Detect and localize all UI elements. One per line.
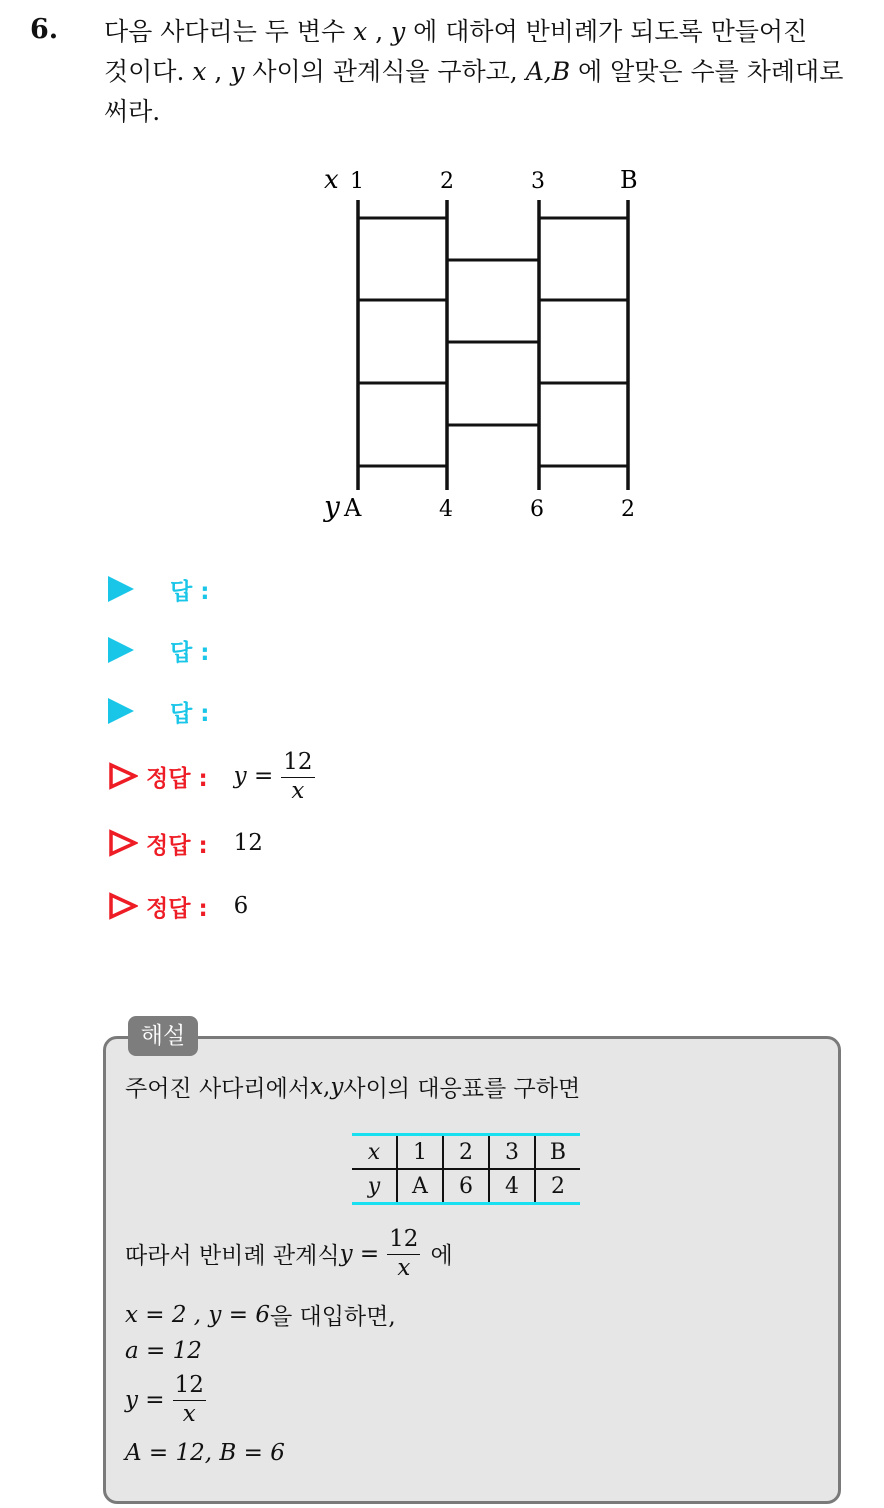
table-cell: 3 <box>489 1135 535 1170</box>
ladder-y-var: y <box>324 490 340 523</box>
answer-label: 답 : <box>170 639 210 666</box>
ladder-bottom-label-4: 2 <box>621 497 635 522</box>
correct-answer-row <box>108 748 315 804</box>
ladder-bottom-label-3: 6 <box>530 497 544 522</box>
ladder-x-var: x <box>324 165 339 195</box>
ladder-top-label-3: 3 <box>531 169 545 194</box>
table-cell: A <box>397 1169 443 1204</box>
ladder-top-label-4: B <box>620 166 638 194</box>
outline-triangle-icon <box>108 892 138 920</box>
explanation-substitute: x = 2 , y = 6 을 대입하면, <box>125 1301 396 1330</box>
correct-answer-label: 정답 : <box>146 832 208 859</box>
ladder-top-label-2: 2 <box>440 169 454 194</box>
ladder-top-label-1: 1 <box>350 169 364 194</box>
ladder-bottom-label-2: 4 <box>439 497 453 522</box>
ladder-diagram <box>310 160 660 530</box>
explanation-final-equation: y = $\frac{12}{x}$ <box>125 1372 204 1427</box>
correct-answer-value: 12 <box>233 830 263 856</box>
table-cell: 2 <box>443 1135 489 1170</box>
table-cell: 6 <box>443 1169 489 1204</box>
correct-answer-value: y = $\frac{12}{x}$ <box>233 748 313 804</box>
ladder-rails <box>358 200 628 490</box>
explanation-constant: a = 12 <box>125 1338 202 1364</box>
table-cell: 4 <box>489 1169 535 1204</box>
outline-triangle-icon <box>108 762 138 790</box>
correct-answer-value: 6 <box>233 893 249 919</box>
correct-answer-row <box>108 886 248 926</box>
answer-row <box>108 569 209 609</box>
answer-label: 답 : <box>170 578 210 605</box>
answer-row <box>108 691 209 731</box>
explanation-relation: 따라서 반비례 관계식 y = $\frac{12}{x}$ 에 <box>125 1226 453 1281</box>
answer-label: 답 : <box>170 700 210 727</box>
question-text: 다음 사다리는 두 변수 x , y 에 대하여 반비례가 되도록 만들어진 것이다. x , y 사이의 관계식을 구하고, A,B 에 알맞은 수를 차례대로 써라. <box>104 17 844 126</box>
explanation-tag: 해설 <box>128 1016 198 1056</box>
ladder-rungs <box>358 218 628 466</box>
correct-answer-label: 정답 : <box>146 765 208 792</box>
correct-answer-label: 정답 : <box>146 895 208 922</box>
table-cell: B <box>535 1135 580 1170</box>
question-number: 6. <box>30 14 59 45</box>
play-triangle-icon <box>108 637 134 663</box>
correct-answer-row <box>108 823 263 863</box>
table-cell: 1 <box>397 1135 443 1170</box>
table-cell: 2 <box>535 1169 580 1204</box>
ladder-bottom-label-1: A <box>344 494 362 522</box>
answer-row <box>108 630 209 670</box>
table-row <box>352 1169 580 1204</box>
table-row <box>352 1135 580 1170</box>
outline-triangle-icon <box>108 829 138 857</box>
correspondence-table <box>352 1133 580 1205</box>
table-cell: x <box>352 1135 397 1170</box>
explanation-intro: 주어진 사다리에서 x , y 사이의 대응표를 구하면 <box>125 1073 581 1102</box>
play-triangle-icon <box>108 698 134 724</box>
explanation-result: A = 12, B = 6 <box>125 1440 285 1466</box>
play-triangle-icon <box>108 576 134 602</box>
table-cell: y <box>352 1169 397 1204</box>
